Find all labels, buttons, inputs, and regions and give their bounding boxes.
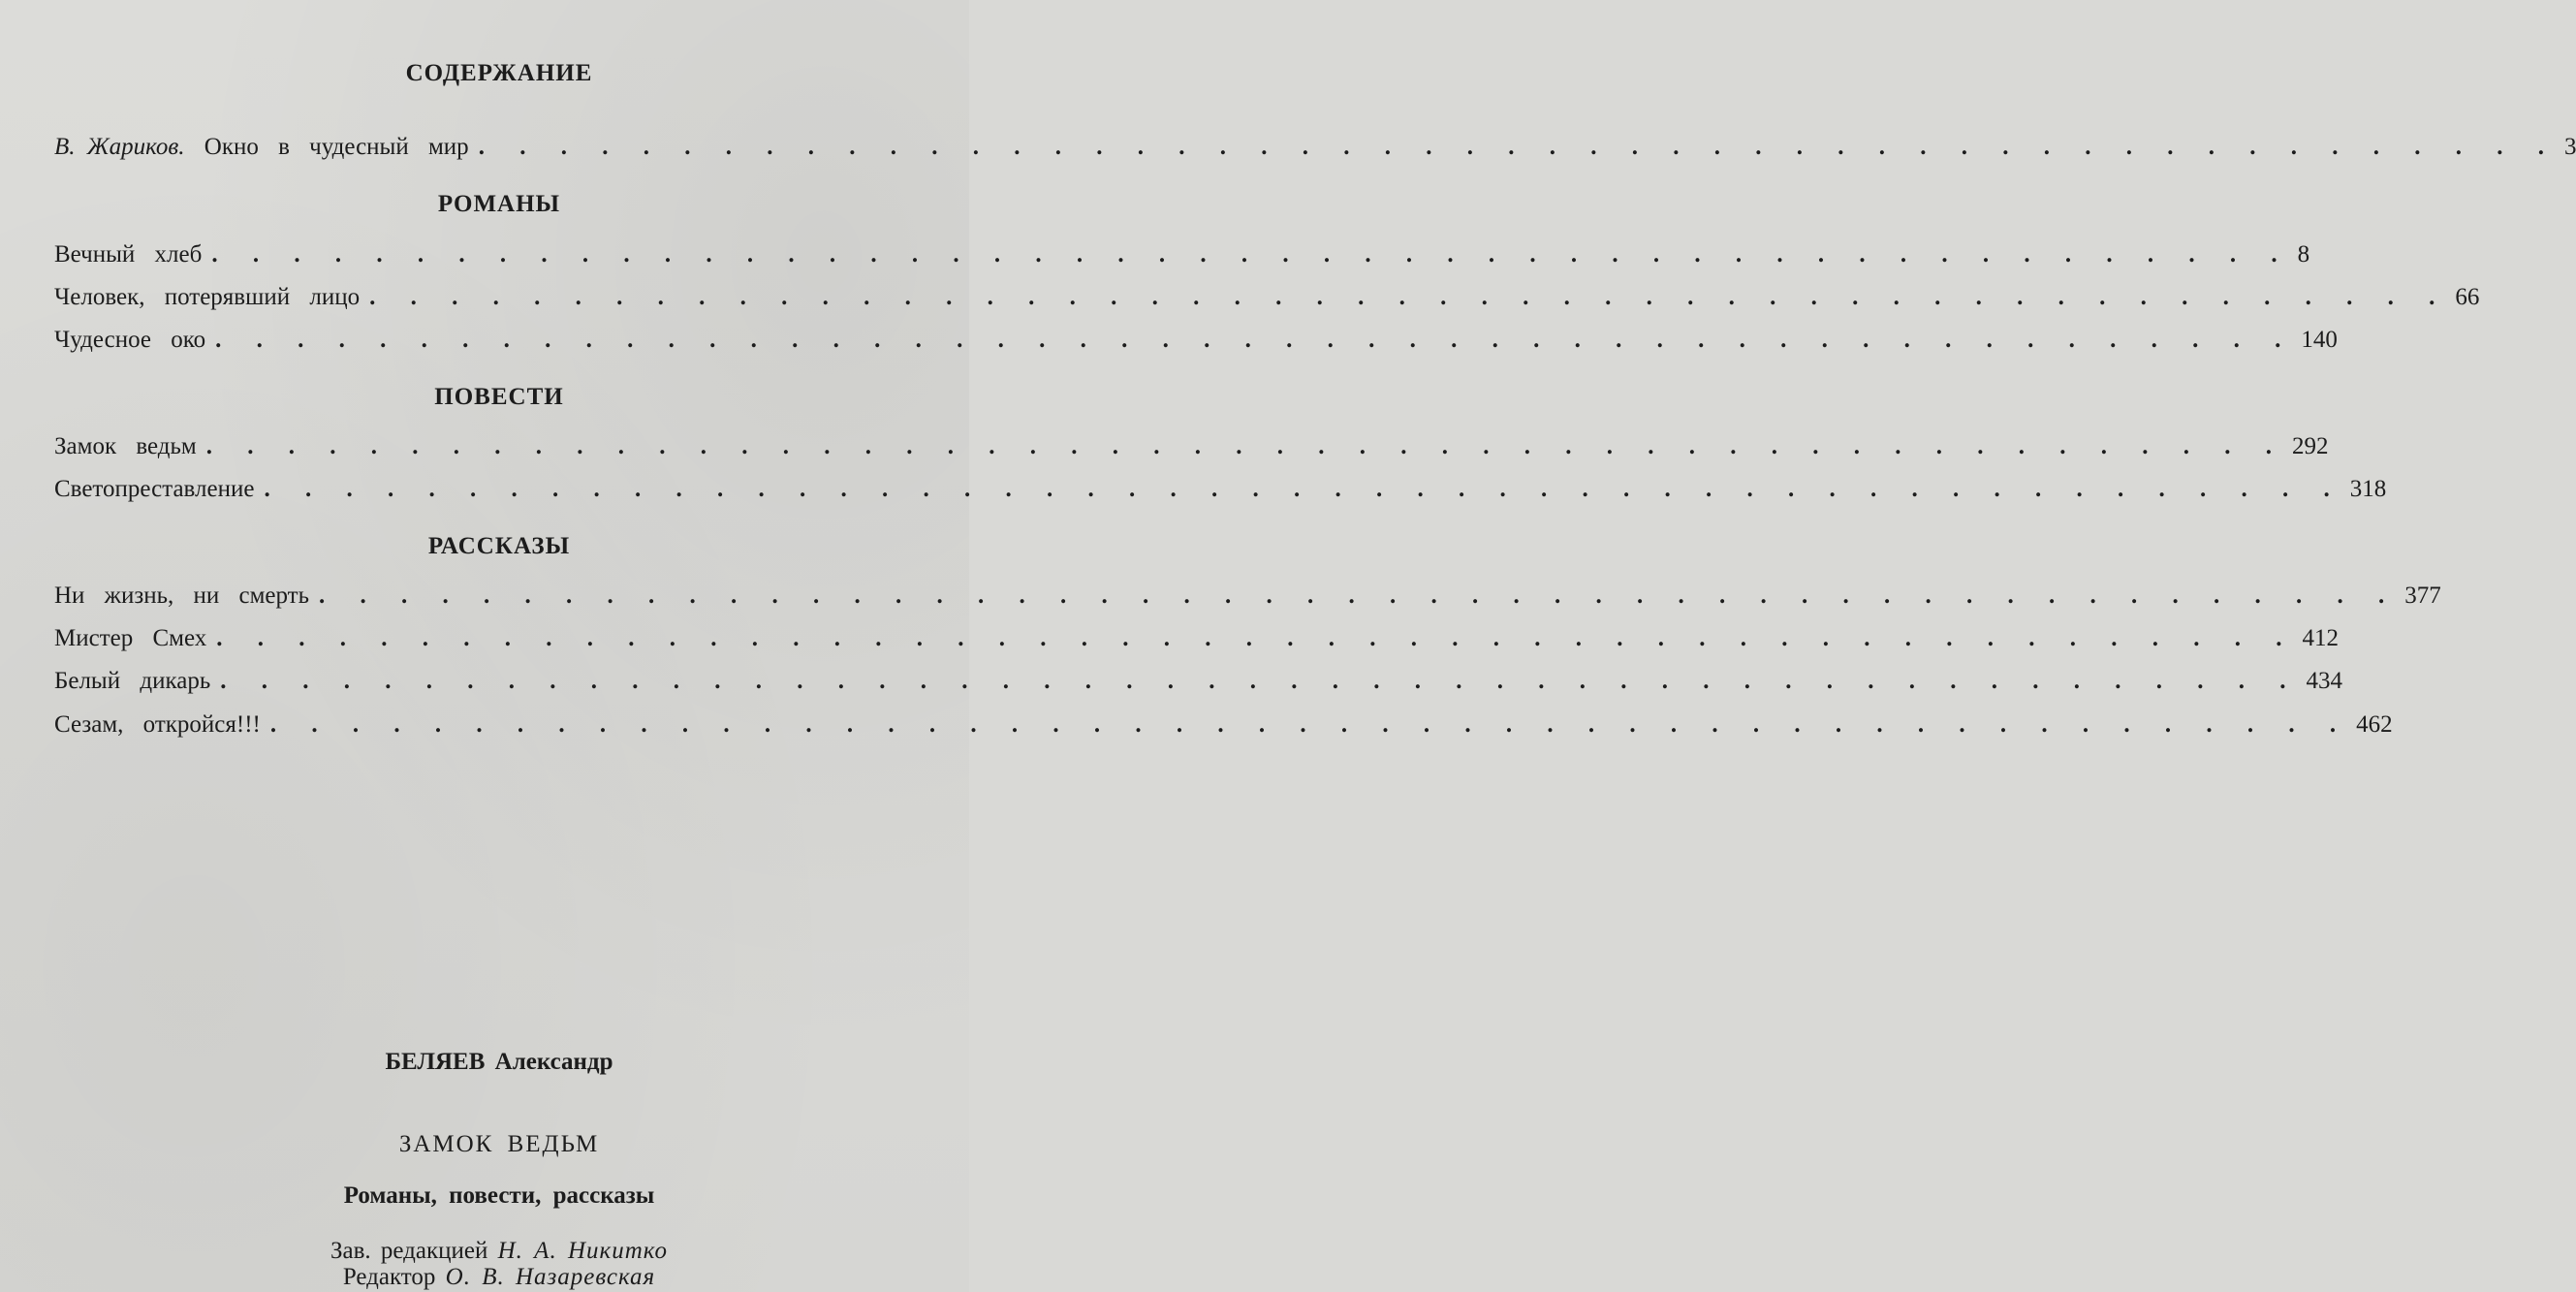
toc-entry-title: Ни жизнь, ни смерть	[54, 583, 310, 609]
imprint-editor-name: О. В. Назаревская	[445, 1264, 656, 1290]
toc-entry-title: Замок ведьм	[54, 433, 197, 459]
toc-entry	[54, 433, 2329, 466]
leader-dots: . . . . . . . . . . . . . . . . . . . . . . . . . . . . . . . . . . . . . . . . . . . . . . . . . . .	[478, 134, 2559, 160]
leader-dots: . . . . . . . . . . . . . . . . . . . . . . . . . . . . . . . . . . . . . . . . . . . . . . . . . . .	[215, 327, 2296, 353]
imprint-book-title: ЗАМОК ВЕДЬМ	[398, 1131, 600, 1157]
leader-dots: . . . . . . . . . . . . . . . . . . . . . . . . . . . . . . . . . . . . . . . . . . . . . . . . . . .	[264, 476, 2344, 502]
toc-entry	[54, 241, 2310, 274]
toc-entry	[54, 711, 2393, 744]
leader-dots: . . . . . . . . . . . . . . . . . . . . . . . . . . . . . . . . . . . . . . . . . . . . . . . . . . .	[369, 284, 2450, 310]
leader-dots: . . . . . . . . . . . . . . . . . . . . . . . . . . . . . . . . . . . . . . . . . . . . . . . . . . .	[211, 241, 2292, 268]
toc-entry-page: 462	[2356, 711, 2393, 738]
toc-entry-title: Мистер Смех	[54, 625, 207, 651]
section-heading-novellas: ПОВЕСТИ	[434, 384, 564, 410]
imprint-editor-label: Редактор	[342, 1264, 436, 1290]
imprint-editor	[0, 1264, 998, 1291]
imprint-author	[0, 1049, 998, 1076]
imprint-author-name: Александр	[494, 1049, 613, 1075]
imprint-author-surname: БЕЛЯЕВ	[385, 1049, 486, 1075]
imprint-editor-head-name: Н. А. Никитко	[497, 1238, 668, 1264]
toc-entry-title: Сезам, откройся!!!	[54, 711, 261, 738]
toc-entry-title: Вечный хлеб	[54, 241, 203, 268]
section-heading-stories: РАССКАЗЫ	[427, 533, 571, 559]
toc-entry-page: 8	[2297, 241, 2310, 268]
toc-entry-page: 3	[2563, 134, 2576, 160]
imprint-editor-head	[0, 1238, 998, 1265]
toc-entry-title	[54, 134, 469, 161]
toc-entry-page: 377	[2404, 583, 2441, 609]
leader-dots: . . . . . . . . . . . . . . . . . . . . . . . . . . . . . . . . . . . . . . . . . . . . . . . . . . .	[205, 433, 2286, 459]
leader-dots: . . . . . . . . . . . . . . . . . . . . . . . . . . . . . . . . . . . . . . . . . . . . . . . . . . .	[319, 583, 2400, 609]
toc-entry-page: 140	[2301, 327, 2338, 353]
imprint-editor-head-label: Зав. редакцией	[330, 1238, 488, 1264]
toc-entry-author: В. Жариков.	[54, 134, 185, 160]
toc-entry	[54, 476, 2387, 509]
toc-entry	[54, 284, 2480, 317]
toc-entry-page: 318	[2349, 476, 2387, 502]
toc-entry-page: 412	[2302, 625, 2339, 651]
toc-entry-intro	[54, 134, 2576, 167]
toc-entry-title: Человек, потерявший лицо	[54, 284, 361, 310]
imprint-subtitle: Романы, повести, рассказы	[343, 1182, 655, 1209]
toc-entry	[54, 583, 2441, 615]
toc-entry	[54, 668, 2342, 701]
toc-entry-title: Чудесное око	[54, 327, 206, 353]
section-heading-novels: РОМАНЫ	[437, 191, 561, 217]
toc-entry-title-text: Окно в чудесный мир	[204, 134, 469, 160]
toc-entry-page: 292	[2291, 433, 2329, 459]
toc-entry-page: 66	[2455, 284, 2480, 310]
toc-entry	[54, 625, 2339, 658]
leader-dots: . . . . . . . . . . . . . . . . . . . . . . . . . . . . . . . . . . . . . . . . . . . . . . . . . . .	[216, 625, 2297, 651]
toc-entry	[54, 327, 2338, 360]
leader-dots: . . . . . . . . . . . . . . . . . . . . . . . . . . . . . . . . . . . . . . . . . . . . . . . . . . .	[269, 711, 2351, 738]
leader-dots: . . . . . . . . . . . . . . . . . . . . . . . . . . . . . . . . . . . . . . . . . . . . . . . . . . .	[220, 668, 2301, 694]
toc-entry-title: Белый дикарь	[54, 668, 211, 694]
contents-heading: СОДЕРЖАНИЕ	[405, 60, 593, 86]
toc-entry-title: Светопреставление	[54, 476, 255, 502]
toc-entry-page: 434	[2306, 668, 2342, 694]
